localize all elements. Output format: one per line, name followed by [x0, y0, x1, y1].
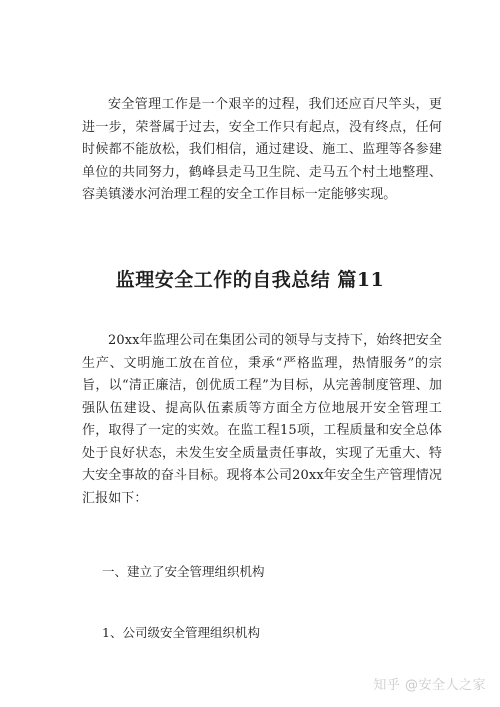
- body-paragraph-2: 20xx年监理公司在集团公司的领导与支持下，始终把安全生产、文明施工放在首位，秉承“严格监理，热情服务”的宗旨，以“清正廉洁，创优质工程”为目标，从完善制度管理、加强队伍建设、提高队伍素质等方面全方位地展开安全管理工作，取得了一定的实效。在监工程15项，工程质量和安全总体处于良好状态，未发生安全质量责任事故，实现了无重大、特大安全事故的奋斗目标。现将本公司20xx年安全生产管理情况汇报如下：: [82, 333, 442, 506]
- section-title: 监理安全工作的自我总结 篇11: [115, 269, 385, 291]
- section-heading-1: 一、建立了安全管理组织机构: [102, 564, 265, 579]
- body-paragraph-1: 安全管理工作是一个艰辛的过程，我们还应百尺竿头，更进一步，荣誉属于过去，安全工作只有起点，没有终点，任何时候都不能放松，我们相信，通过建设、施工、监理等各参建单位的共同努力，鹤峰县走马卫生院、走马五个村土地整理、容美镇溇水河治理工程的安全工作目标一定能够实现。: [82, 97, 442, 202]
- section-heading-2: 1、公司级安全管理组织机构: [102, 625, 260, 640]
- watermark-text: 知乎 @安全人之家: [373, 678, 486, 693]
